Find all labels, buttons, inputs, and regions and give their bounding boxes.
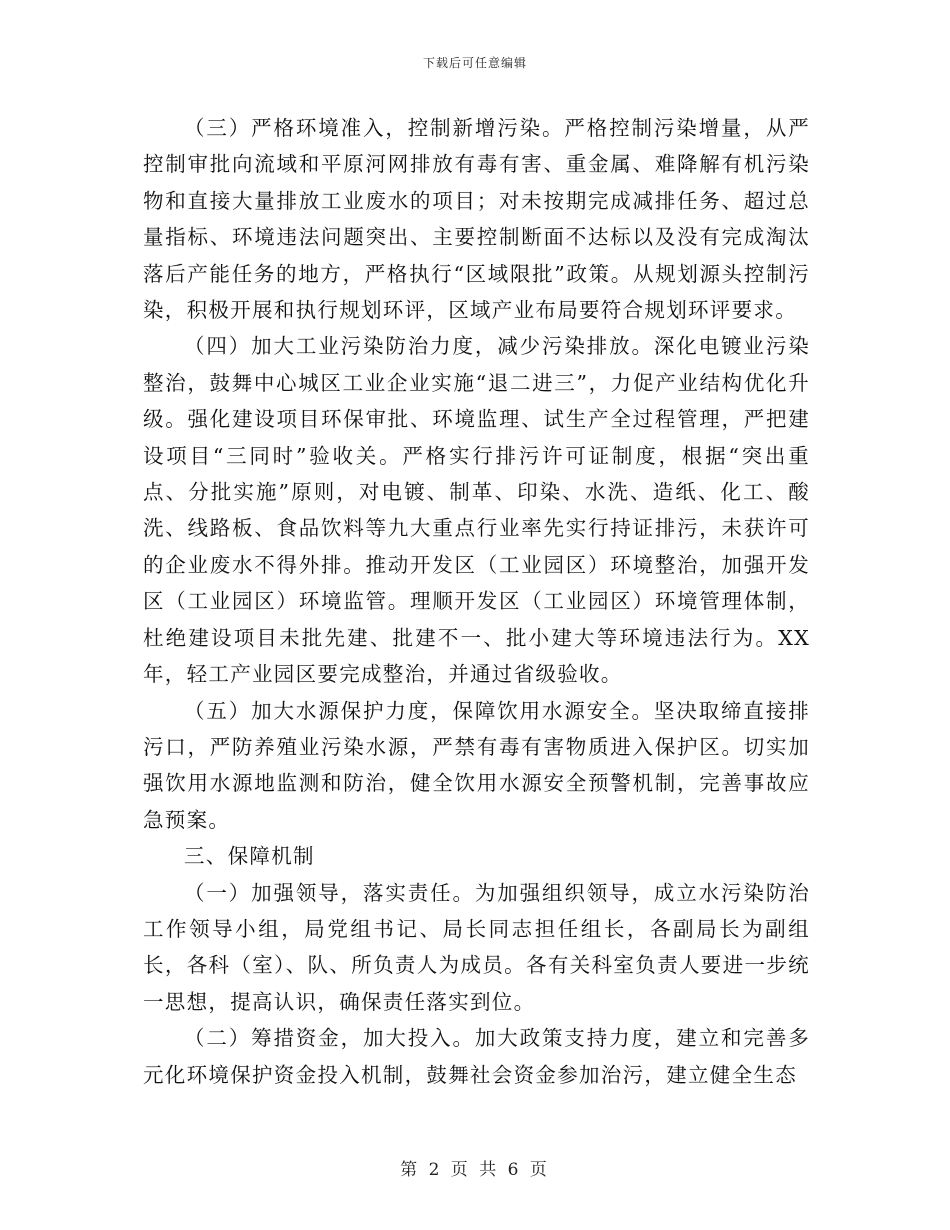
paragraph-section-5: （五）加大水源保护力度，保障饮用水源安全。坚决取缔直接排污口，严防养殖业污染水源，严禁有毒有害物质进入保护区。切实加强饮用水源地监测和防治，健全饮用水源安全预警机制，完善事故应急预案。 [143,698,810,832]
page-number-footer: 第 2 页 共 6 页 [400,1160,550,1180]
paragraph-guarantee-2: （二）筹措资金，加大投入。加大政策支持力度，建立和完善多元化环境保护资金投入机制，鼓舞社会资金参加治污，建立健全生态 [143,1026,810,1087]
section-heading-guarantee-mechanism: 三、保障机制 [184,844,315,869]
paragraph-section-4: （四）加大工业污染防治力度，减少污染排放。深化电镀业污染整治，鼓舞中心城区工业企业实施“退二进三”，力促产业结构优化升级。强化建设项目环保审批、环境监理、试生产全过程管理，严把建设项目“三同时”验收关。严格实行排污许可证制度，根据“突出重点、分批实施”原则，对电镀、制革、印染、水洗、造纸、化工、酸洗、线路板、食品饮料等九大重点行业率先实行持证排污，未获许可的企业废水不得外排。推动开发区（工业园区）环境整治，加强开发区（工业园区）环境监管。理顺开发区（工业园区）环境管理体制，杜绝建设项目未批先建、批建不一、批小建大等环境违法行为。XX年，轻工产业园区要完成整治，并通过省级验收。 [143,334,810,687]
page-header-note: 下载后可任意编辑 [422,56,527,70]
paragraph-section-3: （三）严格环境准入，控制新增污染。严格控制污染增量，从严控制审批向流域和平原河网排放有毒有害、重金属、难降解有机污染物和直接大量排放工业废水的项目；对未按期完成减排任务、超过总量指标、环境违法问题突出、主要控制断面不达标以及没有完成淘汰落后产能任务的地方，严格执行“区域限批”政策。从规划源头控制污染，积极开展和执行规划环评，区域产业布局要符合规划环评要求。 [143,116,810,323]
paragraph-guarantee-1: （一）加强领导，落实责任。为加强组织领导，成立水污染防治工作领导小组，局党组书记、局长同志担任组长，各副局长为副组长，各科（室）、队、所负责人为成员。各有关科室负责人要进一步统一思想，提高认识，确保责任落实到位。 [143,880,810,1014]
document-body [143,110,810,1093]
